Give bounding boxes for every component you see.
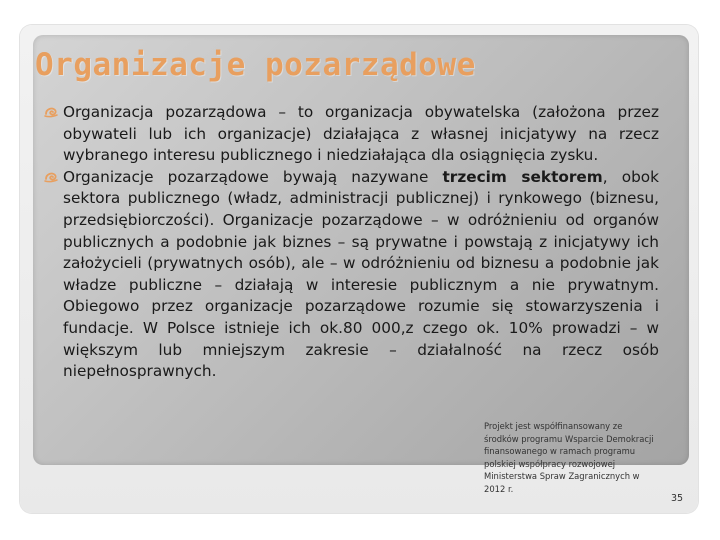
bullet-paragraph-2 bbox=[63, 167, 659, 383]
slide-body bbox=[63, 102, 659, 383]
bullet-2-bold-term: trzecim sektorem bbox=[442, 167, 603, 186]
bullet-1-text: Organizacja pozarządowa – to organizacja obywatelska (założona przez obywateli lub ich organizacje) działająca z własnej inicjatywy na rzecz wybranego interesu publicznego i niedziałająca dla osiągnięcia zysku. bbox=[63, 103, 659, 165]
bullet-2-text-b: , obok sektora publicznego (władz, administracji publicznej) i rynkowego (biznesu, przedsiębiorczości). Organizacje pozarządowe – w odróżnieniu od organów publicznych a podobnie jak biznes – są prywatne i powstają z inicjatywy ich założycieli (prywatnych osób), ale – w odróżnieniu od biznesu a podobnie jak władze publiczne – działają w interesie publicznym a nie prywatnym. Obiegowo przez organizacje pozarządowe rozumie się stowarzyszenia i fundacje. W Polsce istnieje ich ok.80 000,z czego ok. 10% prowadzi – w większym lub mniejszym zakresie – działalność na rzecz osób niepełnosprawnych. bbox=[63, 167, 660, 381]
bullet-2-text-a: Organizacje pozarządowe bywają nazywane bbox=[63, 167, 443, 186]
page-number: 35 bbox=[671, 493, 684, 504]
swirl-bullet-icon bbox=[43, 169, 59, 185]
footer-funding-note: Projekt jest współfinansowany ze środków programu Wsparcie Demokracji finansowanego w ramach programu polskiej współpracy rozwojowej Ministerstwa Spraw Zagranicznych w 2012 r. bbox=[484, 421, 654, 494]
slide-title: Organizacje pozarządowe bbox=[35, 47, 476, 83]
swirl-bullet-icon bbox=[43, 104, 59, 120]
bullet-paragraph-1 bbox=[63, 102, 659, 167]
